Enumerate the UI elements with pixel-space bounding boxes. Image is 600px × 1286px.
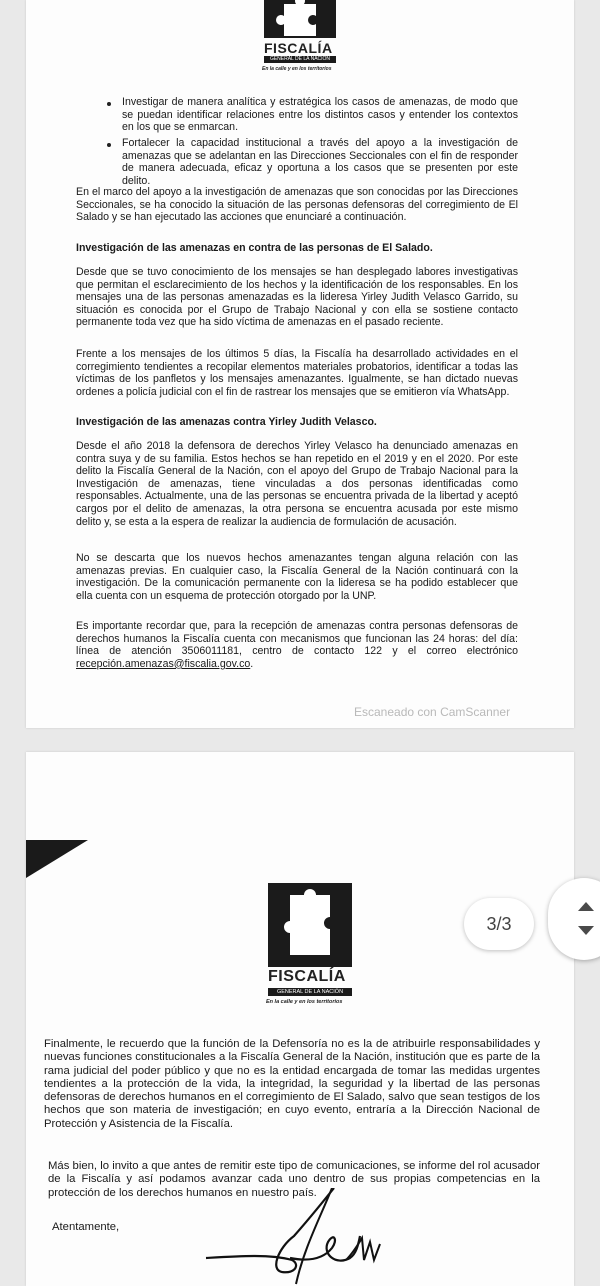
signature	[200, 1188, 400, 1286]
paragraph: Desde que se tuvo conocimiento de los mensajes se han desplegado labores investigativas que permitan el esclarecimiento de los hechos y la identificación de los responsables. En los mensajes una de las personas amenazadas es la lideresa Yirley Judith Velasco Garrido, su situación es conocida por el Grupo de Trabajo Nacional y con ella se sostiene contacto permanente toda vez que ha sido víctima de amenazas en el pasado reciente.	[76, 266, 518, 329]
paragraph: No se descarta que los nuevos hechos amenazantes tengan alguna relación con las amenazas previas. En cualquier caso, la Fiscalía General de la Nación continuará con la investigación. De la comunicación permanente con la lideresa se ha podido establecer que ella cuenta con un esquema de protección otorgado por la UNP.	[76, 552, 518, 602]
puzzle-icon	[264, 0, 336, 38]
logo-title: FISCALÍA	[268, 968, 346, 985]
period: .	[250, 657, 254, 670]
section-heading-yirley-velasco: Investigación de las amenazas contra Yirley Judith Velasco.	[76, 416, 377, 428]
chevron-up-icon[interactable]	[578, 902, 594, 911]
chevron-down-icon[interactable]	[578, 926, 594, 935]
logo-tagline: En la calle y en los territorios	[262, 66, 332, 72]
contact-email-link[interactable]: recepción.amenazas@fiscalia.gov.co	[76, 657, 251, 670]
contact-text: Es importante recordar que, para la recepción de amenazas contra personas defensoras de derechos humanos la Fiscalía cuenta con mecanismos que funcionan las 24 horas: del día: línea de atención 3506011181, centro de contacto 122 y el correo electrónico	[76, 620, 518, 658]
bullet-dot	[107, 102, 111, 106]
section-heading-el-salado: Investigación de las amenazas en contra de las personas de El Salado.	[76, 242, 433, 254]
bullet-dot	[107, 143, 111, 147]
logo-title: FISCALÍA	[264, 40, 333, 56]
logo-subtitle: GENERAL DE LA NACIÓN	[264, 56, 336, 63]
bullet-item: Investigar de manera analítica y estratégica los casos de amenazas, de modo que se puedan identificar relaciones entre los distintos casos y entender los contextos en los que se enmarcan.	[122, 96, 518, 134]
page-counter: 3/3	[464, 898, 534, 950]
closing-salutation: Atentamente,	[52, 1221, 120, 1233]
paragraph: Desde el año 2018 la defensora de derechos Yirley Velasco ha denunciado amenazas en contra suya y de su familia. Estos hechos se han repetido en el 2019 y en el 2020. Por este delito la Fiscalía General de la Nación, con el apoyo del Grupo de Trabajo Nacional para la Investigación de amenazas, tiene vinculadas a dos personas identificadas como responsables. Actualmente, una de las personas se encuentra privada de la libertad y aceptó cargos por el delito de amenazas, la otra persona se encuentra acusada por este mismo delito y, se esta a la espera de realizar la audiencia de formulación de acusación.	[76, 440, 518, 528]
paragraph-contact	[76, 620, 518, 670]
puzzle-icon	[268, 883, 352, 967]
fiscalia-logo-emblem	[268, 883, 352, 967]
paragraph-intro: En el marco del apoyo a la investigación de amenazas que son conocidas por las Direcciones Seccionales, se ha conocido la situación de las personas defensoras del corregimiento de El Salado y se han ejecutado las acciones que enunciaré a continuación.	[76, 186, 518, 224]
logo-subtitle: GENERAL DE LA NACIÓN	[268, 988, 352, 996]
bullet-item: Fortalecer la capacidad institucional a través del apoyo a la investigación de amenazas que se adelantan en las Direcciones Seccionales con el fin de responder de manera adecuada, eficaz y oportuna a los casos que se presenten por este delito.	[122, 137, 518, 187]
paragraph: Frente a los mensajes de los últimos 5 días, la Fiscalía ha desarrollado actividades en el corregimiento tendientes a recopilar elementos materiales probatorios, identificar a todas las víctimas de los panfletos y los mensajes amenazantes. Igualmente, se han dictado nuevas ordenes a policía judicial con el fin de rastrear los mensajes que se emitieron vía WhatsApp.	[76, 348, 518, 398]
paragraph: Más bien, lo invito a que antes de remitir este tipo de comunicaciones, se informe del rol acusador de la Fiscalía y así podamos avanzar cada uno dentro de sus propias competencias en la protección de los derechos humanos en nuestro país.	[48, 1160, 540, 1199]
document-page-1	[26, 0, 574, 728]
scanner-watermark: Escaneado con CamScanner	[354, 705, 511, 719]
paragraph: Finalmente, le recuerdo que la función de la Defensoría no es la de atribuirle responsabilidades y nuevas funciones constitucionales a la Fiscalía General de la Nación, institución que es parte de la rama judicial del poder público y que no es la entidad encargada de tomar las medidas urgentes tendientes a la protección de la vida, la integridad, la seguridad y la libertad de las personas defensoras de derechos humanos en el corregimiento de El Salado, salvo que sean testigos de los hechos que son materia de investigación; en cuyo evento, entraría a la Dirección Nacional de Protección y Asistencia de la Fiscalía.	[44, 1038, 540, 1130]
fiscalia-logo-emblem	[264, 0, 336, 38]
scan-corner-shadow	[26, 840, 88, 878]
logo-tagline: En la calle y en los territorios	[266, 999, 343, 1005]
